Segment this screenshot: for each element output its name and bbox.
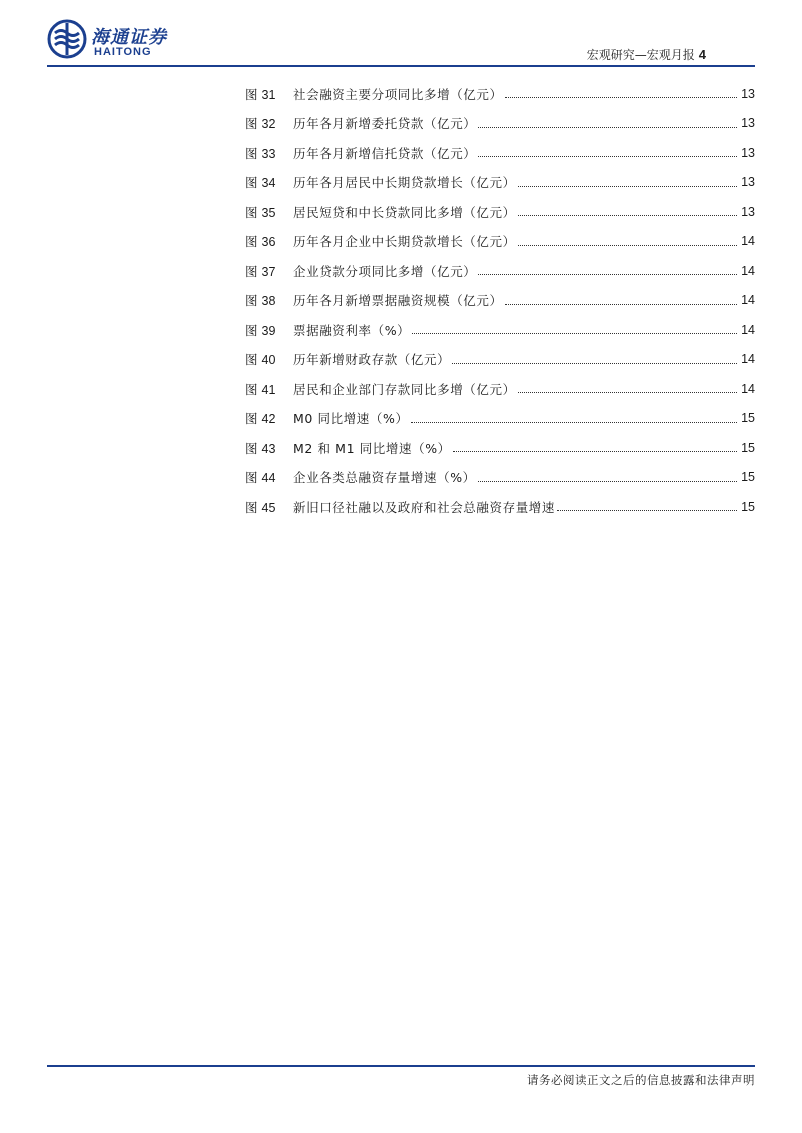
toc-entry[interactable]: [245, 286, 755, 316]
figure-prefix: 图: [245, 293, 258, 309]
toc-entry[interactable]: [245, 345, 755, 375]
figure-label: [245, 144, 293, 162]
figure-number: 34: [261, 176, 276, 191]
toc-entry[interactable]: [245, 79, 755, 109]
report-section: 宏观研究—宏观月报: [586, 48, 695, 62]
figure-prefix: 图: [245, 234, 258, 250]
figure-prefix: 图: [245, 204, 258, 220]
figure-prefix: 图: [245, 440, 258, 456]
figure-label: [245, 232, 293, 250]
toc-entry[interactable]: [245, 109, 755, 139]
figure-page: 13: [741, 175, 755, 190]
figure-page: 13: [741, 145, 755, 160]
toc-entry[interactable]: [245, 374, 755, 404]
logo-chinese-name: 海通证券: [91, 27, 167, 48]
figure-label: [245, 439, 293, 457]
figure-title: 历年新增财政存款（亿元）: [293, 352, 451, 368]
toc-entry[interactable]: [245, 227, 755, 257]
dot-leader: [412, 333, 737, 334]
figure-number: 43: [261, 441, 276, 456]
dot-leader: [518, 392, 737, 393]
toc-entry[interactable]: [245, 315, 755, 345]
figure-label: [245, 173, 293, 191]
figure-number: 39: [261, 323, 276, 338]
figure-title: 新旧口径社融以及政府和社会总融资存量增速: [293, 499, 556, 515]
figure-label: [245, 114, 293, 132]
toc-entry[interactable]: [245, 197, 755, 227]
figure-prefix: 图: [245, 381, 258, 397]
dot-leader: [505, 304, 737, 305]
figure-number: 33: [261, 146, 276, 161]
figure-title: 历年各月新增票据融资规模（亿元）: [293, 293, 503, 309]
dot-leader: [518, 186, 737, 187]
toc-entry[interactable]: [245, 463, 755, 493]
figure-page: 15: [741, 411, 755, 426]
figure-list: [245, 79, 755, 522]
figure-prefix: 图: [245, 263, 258, 279]
figure-page: 15: [741, 499, 755, 514]
toc-entry[interactable]: [245, 404, 755, 434]
dot-leader: [518, 245, 737, 246]
dot-leader: [478, 127, 737, 128]
figure-label: [245, 409, 293, 427]
figure-title: 社会融资主要分项同比多增（亿元）: [293, 86, 503, 102]
figure-page: 14: [741, 234, 755, 249]
figure-number: 31: [261, 87, 276, 102]
dot-leader: [411, 422, 737, 423]
toc-entry[interactable]: [245, 492, 755, 522]
figure-label: [245, 498, 293, 516]
figure-page: 14: [741, 263, 755, 278]
logo-english-name: HAITONG: [94, 46, 152, 58]
figure-number: 37: [261, 264, 276, 279]
figure-page: 13: [741, 204, 755, 219]
figure-label: [245, 262, 293, 280]
figure-prefix: 图: [245, 499, 258, 515]
figure-prefix: 图: [245, 116, 258, 132]
figure-title: 历年各月企业中长期贷款增长（亿元）: [293, 234, 516, 250]
figure-label: [245, 380, 293, 398]
toc-entry[interactable]: [245, 256, 755, 286]
figure-label: [245, 291, 293, 309]
figure-prefix: 图: [245, 86, 258, 102]
dot-leader: [478, 274, 737, 275]
figure-page: 13: [741, 86, 755, 101]
figure-number: 44: [261, 471, 276, 486]
dot-leader: [452, 363, 737, 364]
figure-page: 14: [741, 352, 755, 367]
figure-title: 历年各月新增委托贷款（亿元）: [293, 116, 477, 132]
dot-leader: [453, 451, 737, 452]
figure-title: 历年各月新增信托贷款（亿元）: [293, 145, 477, 161]
figure-page: 15: [741, 440, 755, 455]
figure-label: [245, 85, 293, 103]
figure-title: 居民和企业部门存款同比多增（亿元）: [293, 381, 516, 397]
figure-number: 41: [261, 382, 276, 397]
figure-page: 14: [741, 381, 755, 396]
figure-prefix: 图: [245, 145, 258, 161]
figure-number: 35: [261, 205, 276, 220]
figure-label: [245, 203, 293, 221]
figure-prefix: 图: [245, 322, 258, 338]
figure-title: 企业贷款分项同比多增（亿元）: [293, 263, 477, 279]
figure-number: 32: [261, 117, 276, 132]
dot-leader: [518, 215, 737, 216]
figure-prefix: 图: [245, 175, 258, 191]
figure-label: [245, 468, 293, 486]
footer-divider: [47, 1065, 755, 1067]
dot-leader: [505, 97, 737, 98]
figure-label: [245, 350, 293, 368]
page-number: 4: [698, 47, 706, 62]
figure-title: 企业各类总融资存量增速（%）: [293, 470, 476, 486]
footer-disclaimer: 请务必阅读正文之后的信息披露和法律声明: [527, 1073, 755, 1087]
dot-leader: [557, 510, 737, 511]
figure-page: 14: [741, 322, 755, 337]
toc-entry[interactable]: [245, 433, 755, 463]
figure-page: 15: [741, 470, 755, 485]
figure-number: 40: [261, 353, 276, 368]
figure-prefix: 图: [245, 411, 258, 427]
dot-leader: [478, 156, 737, 157]
figure-number: 38: [261, 294, 276, 309]
toc-entry[interactable]: [245, 138, 755, 168]
toc-entry[interactable]: [245, 168, 755, 198]
figure-number: 42: [261, 412, 276, 427]
figure-title: 居民短贷和中长贷款同比多增（亿元）: [293, 204, 516, 220]
running-header: [587, 46, 706, 63]
figure-number: 36: [261, 235, 276, 250]
figure-title: M0 同比增速（%）: [293, 411, 409, 427]
figure-title: 票据融资利率（%）: [293, 322, 411, 338]
header-divider: [47, 65, 755, 67]
figure-label: [245, 321, 293, 339]
logo-emblem-icon: [47, 19, 87, 59]
figure-number: 45: [261, 500, 276, 515]
figure-title: M2 和 M1 同比增速（%）: [293, 440, 451, 456]
company-logo: [47, 19, 187, 63]
figure-prefix: 图: [245, 470, 258, 486]
figure-page: 13: [741, 116, 755, 131]
figure-title: 历年各月居民中长期贷款增长（亿元）: [293, 175, 516, 191]
dot-leader: [478, 481, 737, 482]
figure-prefix: 图: [245, 352, 258, 368]
figure-page: 14: [741, 293, 755, 308]
